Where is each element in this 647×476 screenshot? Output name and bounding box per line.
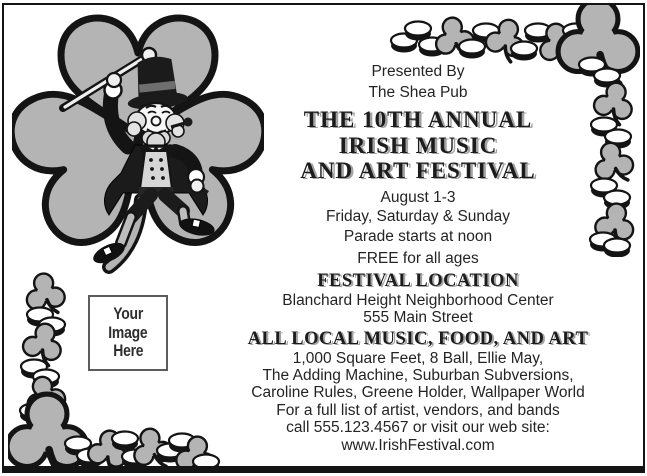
festival-flyer — [2, 3, 645, 473]
festival-dates: August 1-3 — [380, 188, 456, 206]
flyer-text-column — [241, 61, 595, 454]
presenter-name: The Shea Pub — [368, 84, 468, 101]
admission-info: FREE for all ages — [357, 250, 479, 267]
lineup-line: Caroline Rules, Greene Holder, Wallpaper World — [251, 384, 585, 402]
leprechaun-shamrock-illustration — [12, 5, 264, 283]
parade-info: Parade starts at noon — [343, 227, 493, 245]
image-placeholder-text: Your — [113, 304, 143, 324]
festival-title-line3: AND ART FESTIVAL — [300, 158, 536, 183]
website-url: www.IrishFestival.com — [341, 436, 495, 454]
image-placeholder-box[interactable] — [88, 295, 168, 371]
big-shamrock — [12, 18, 264, 267]
image-placeholder-text: Here — [112, 341, 144, 361]
lineup-heading: ALL LOCAL MUSIC, FOOD, AND ART — [247, 328, 589, 349]
location-heading: FESTIVAL LOCATION — [317, 270, 519, 291]
festival-title-line1: THE 10TH ANNUAL — [303, 107, 533, 132]
festival-title-line2: IRISH MUSIC — [338, 132, 498, 158]
festival-days: Friday, Saturday & Sunday — [325, 208, 511, 225]
venue-street: 555 Main Street — [363, 308, 473, 326]
image-placeholder-text: Image — [108, 322, 148, 342]
lineup-line: The Adding Machine, Suburban Subversions, — [262, 366, 574, 384]
lineup-line: 1,000 Square Feet, 8 Ball, Ellie May, — [292, 349, 544, 367]
presented-by-label: Presented By — [371, 63, 465, 80]
contact-phone-line: call 555.123.4567 or visit our web site: — [286, 419, 550, 437]
venue-name: Blanchard Height Neighborhood Center — [282, 291, 554, 309]
lineup-more-info: For a full list of artist, vendors, and bands — [276, 401, 560, 419]
